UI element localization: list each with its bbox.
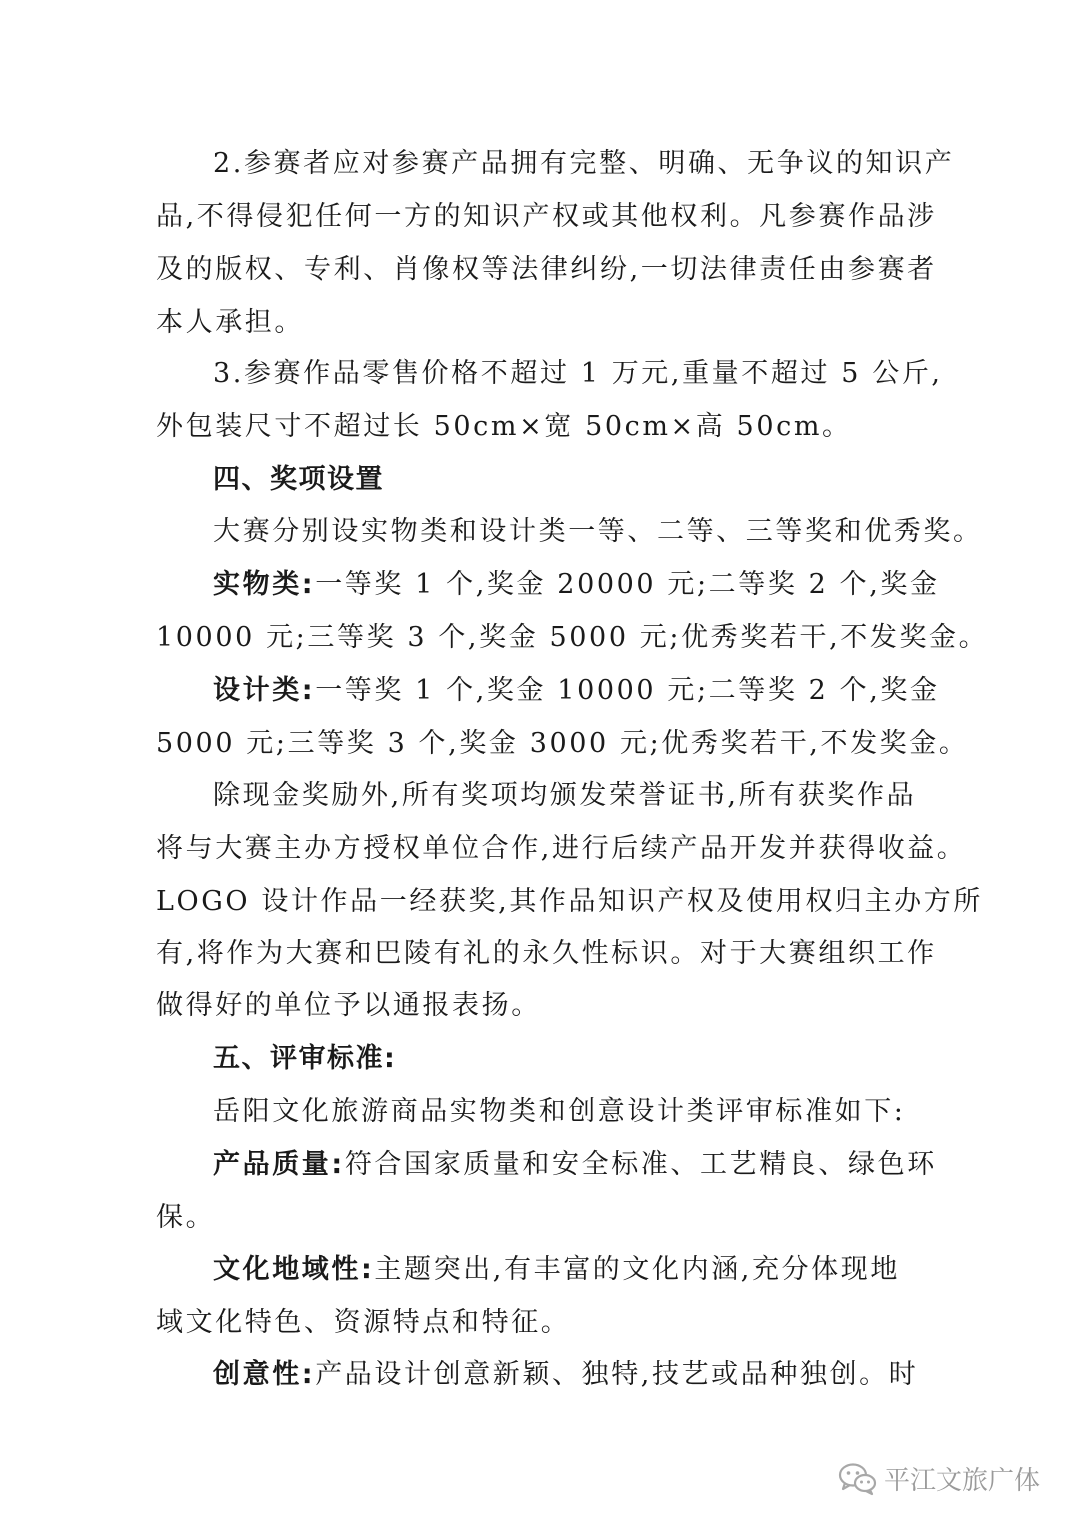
quality-text-1: 符合国家质量和安全标准、工艺精良、绿色环 [344,1149,937,1180]
regional-line-2: 域文化特色、资源特点和特征。 [156,1307,571,1338]
design-line-1 [213,673,946,709]
design-text-1: 一等奖 1 个,奖金 10000 元;二等奖 2 个,奖金 [315,675,940,706]
wechat-icon [838,1462,878,1496]
p2-line-2: 品,不得侵犯任何一方的知识产权或其他权利。凡参赛作品涉 [156,201,937,232]
creativity-label: 创意性: [213,1359,316,1390]
quality-label: 产品质量: [213,1149,345,1180]
watermark-text: 平江文旅广体 [884,1466,1041,1496]
physical-line-1 [213,567,946,603]
watermark [838,1460,1040,1497]
creativity-text-1: 产品设计创意新颖、独特,技艺或品种独创。时 [315,1359,919,1390]
creativity-line-1 [213,1357,946,1393]
extra-line-2: 将与大赛主办方授权单位合作,进行后续产品开发并获得收益。 [156,833,967,864]
section4-intro: 大赛分别设实物类和设计类一等、二等、三等奖和优秀奖。 [213,516,983,547]
quality-line-2: 保。 [156,1202,216,1233]
p3-line-1: 3.参赛作品零售价格不超过 1 万元,重量不超过 5 公斤, [213,358,943,389]
p2-line-1: 2.参赛者应对参赛产品拥有完整、明确、无争议的知识产 [213,148,955,179]
regional-text-1: 主题突出,有丰富的文化内涵,充分体现地 [374,1254,900,1285]
section5-intro: 岳阳文化旅游商品实物类和创意设计类评审标准如下: [213,1096,906,1127]
section5-heading: 五、评审标准: [213,1043,397,1074]
physical-line-2: 10000 元;三等奖 3 个,奖金 5000 元;优秀奖若干,不发奖金。 [156,622,989,653]
p2-line-3: 及的版权、专利、肖像权等法律纠纷,一切法律责任由参赛者 [156,254,937,285]
p3-line-2: 外包装尺寸不超过长 50cm×宽 50cm×高 50cm。 [156,411,852,442]
extra-line-3: LOGO 设计作品一经获奖,其作品知识产权及使用权归主办方所 [156,886,983,917]
quality-line-1 [213,1147,946,1183]
design-line-2: 5000 元;三等奖 3 个,奖金 3000 元;优秀奖若干,不发奖金。 [156,728,969,759]
regional-line-1 [213,1252,946,1288]
physical-text-1: 一等奖 1 个,奖金 20000 元;二等奖 2 个,奖金 [315,569,940,600]
physical-label: 实物类: [213,569,316,600]
extra-line-5: 做得好的单位予以通报表扬。 [156,990,541,1021]
section4-heading: 四、奖项设置 [213,464,384,495]
p2-line-4: 本人承担。 [156,307,304,338]
design-label: 设计类: [213,675,316,706]
regional-label: 文化地域性: [213,1254,375,1285]
extra-line-1: 除现金奖励外,所有奖项均颁发荣誉证书,所有获奖作品 [213,780,917,811]
extra-line-4: 有,将作为大赛和巴陵有礼的永久性标识。对于大赛组织工作 [156,938,937,969]
